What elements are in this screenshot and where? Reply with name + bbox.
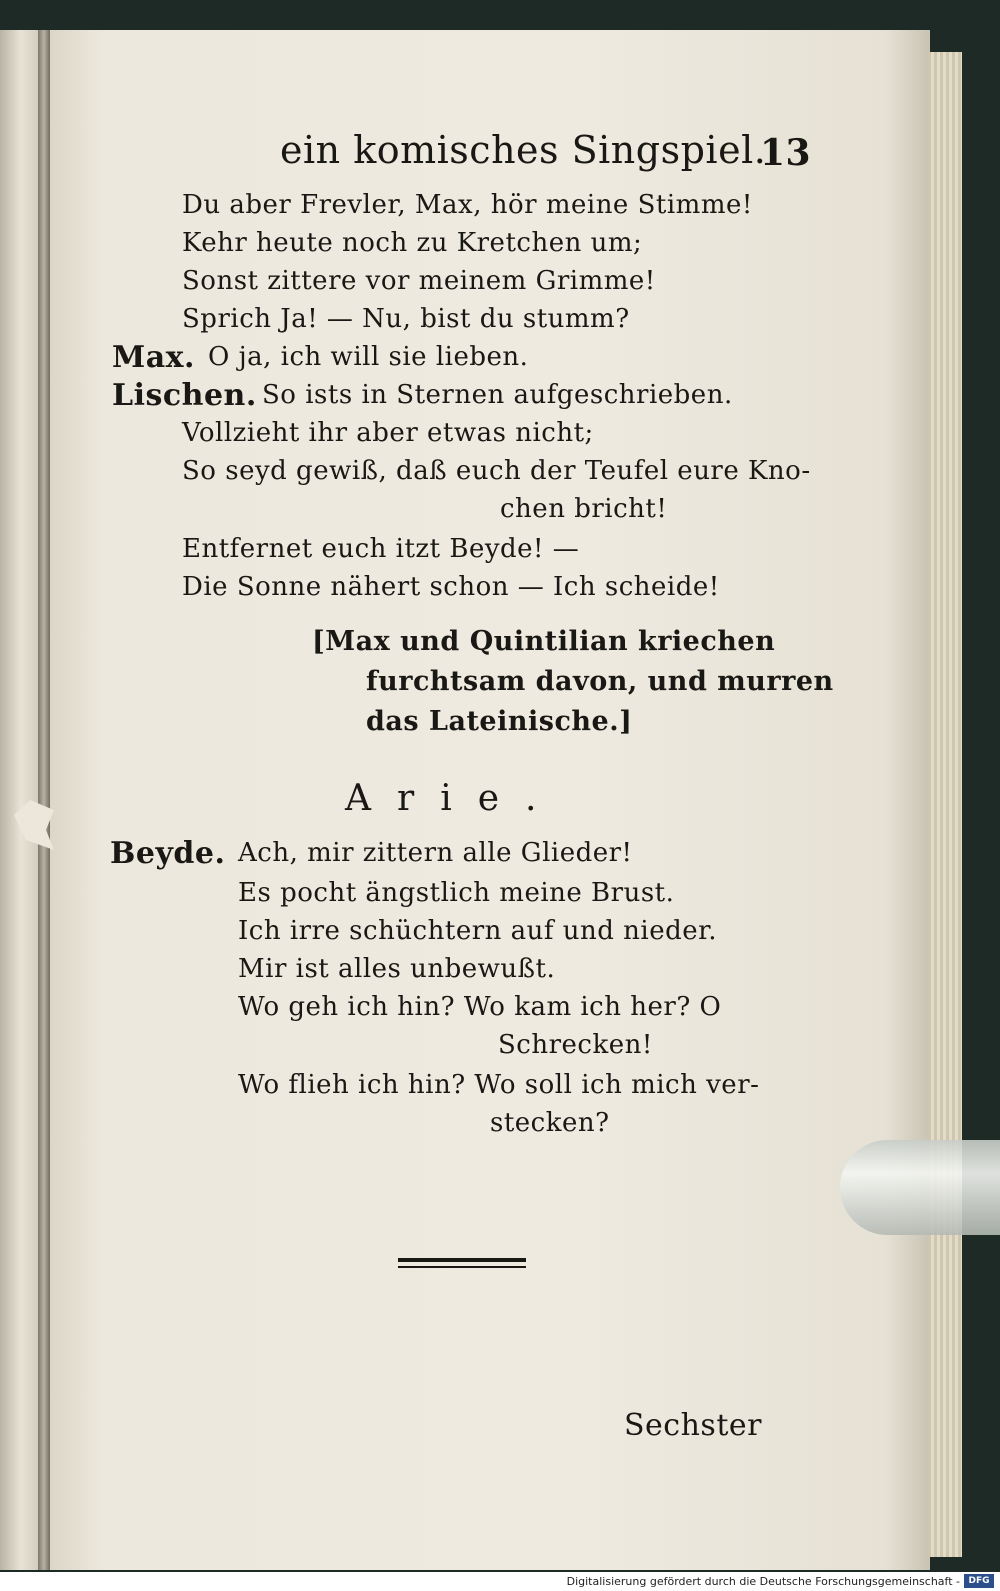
digitization-footer (0, 1572, 1000, 1591)
speaker-name: Max. (112, 340, 195, 375)
catchword: Sechster (624, 1408, 762, 1443)
running-title: ein komisches Singspiel. (280, 128, 767, 172)
stage-direction-line: furchtsam davon, und murren (366, 666, 834, 697)
page-number: 13 (760, 132, 812, 174)
stage-direction-line: das Lateinische.] (366, 706, 633, 737)
verse-line: Sprich Ja! — Nu, bist du stumm? (182, 304, 630, 334)
aria-line: Wo flieh ich hin? Wo soll ich mich ver- (238, 1070, 760, 1100)
aria-heading: Arie. (345, 778, 563, 819)
verse-line: Sonst zittere vor meinem Grimme! (182, 266, 656, 296)
ornamental-rule (398, 1266, 526, 1268)
verse-line: Die Sonne nähert schon — Ich scheide! (182, 572, 720, 602)
footer-credit: Digitalisierung gefördert durch die Deutsche Forschungsgemeinschaft - (566, 1575, 960, 1588)
aria-line: Ich irre schüchtern auf und nieder. (238, 916, 717, 946)
speaker-name: Lischen. (112, 378, 257, 413)
verse-line: So ists in Sternen aufgeschrieben. (262, 380, 733, 410)
verse-line: So seyd gewiß, daß euch der Teufel eure Kno- (182, 456, 811, 486)
stage-direction-line: [Max und Quintilian kriechen (312, 626, 776, 657)
dfg-logo: DFG (964, 1574, 994, 1588)
speaker-name: Beyde. (110, 836, 226, 871)
verse-line: chen bricht! (500, 494, 668, 524)
aria-line: stecken? (490, 1108, 610, 1138)
verse-line: O ja, ich will sie lieben. (208, 342, 529, 372)
aria-line: Schrecken! (498, 1030, 653, 1060)
aria-line: Es pocht ängstlich meine Brust. (238, 878, 675, 908)
verse-line: Du aber Frevler, Max, hör meine Stimme! (182, 190, 753, 220)
page-holder-clip (840, 1140, 1000, 1235)
verse-line: Entfernet euch itzt Beyde! — (182, 534, 580, 564)
page-block-edge (928, 52, 962, 1557)
aria-line: Mir ist alles unbewußt. (238, 954, 556, 984)
aria-line: Ach, mir zittern alle Glieder! (238, 838, 633, 868)
verse-line: Kehr heute noch zu Kretchen um; (182, 228, 643, 258)
book-spine (38, 30, 50, 1570)
ornamental-rule (398, 1258, 526, 1262)
aria-line: Wo geh ich hin? Wo kam ich her? O (238, 992, 722, 1022)
verse-line: Vollzieht ihr aber etwas nicht; (182, 418, 594, 448)
